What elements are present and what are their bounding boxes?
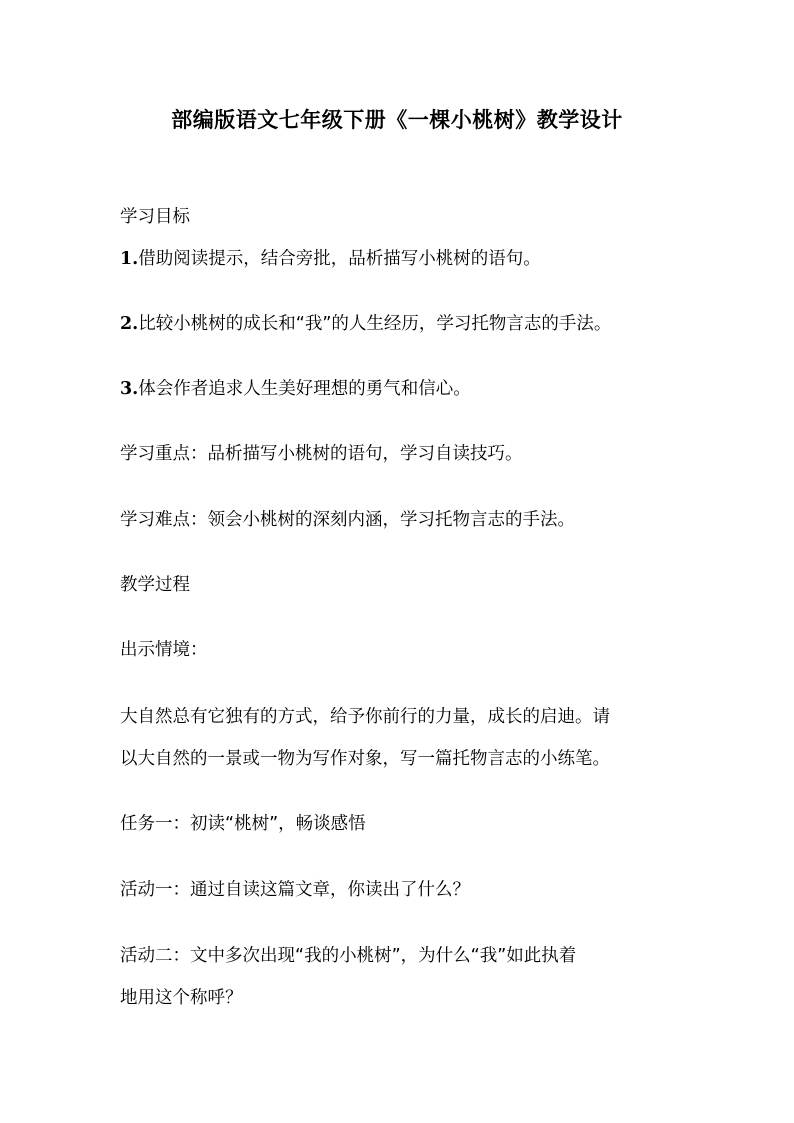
scenario-label: 出示情境： (120, 640, 208, 660)
goal-text: 比较小桃树的成长和“我”的人生经历，学习托物言志的手法。 (138, 314, 612, 334)
key-point: 学习重点：品析描写小桃树的语句，学习自读技巧。 (120, 444, 523, 464)
document-title: 部编版语文七年级下册《一棵小桃树》教学设计 (171, 108, 623, 132)
difficult-point: 学习难点：领会小桃树的深刻内涵，学习托物言志的手法。 (120, 510, 575, 530)
goal-item-2 (120, 307, 680, 341)
goal-item-3 (120, 372, 680, 406)
goal-text: 借助阅读提示，结合旁批，品析描写小桃树的语句。 (138, 249, 541, 269)
section-heading-process: 教学过程 (120, 575, 190, 595)
task-1: 任务一：初读“桃树”，畅谈感悟 (120, 814, 366, 834)
activity-1: 活动一：通过自读这篇文章，你读出了什么？ (120, 880, 470, 900)
goal-number: 2. (120, 314, 139, 334)
scenario-line-1: 大自然总有它独有的方式，给予你前行的力量，成长的启迪。请 (120, 707, 610, 727)
activity-2-line-2: 地用这个称呼？ (120, 988, 243, 1008)
activity-2-line-1: 活动二：文中多次出现“我的小桃树”，为什么“我”如此执着 (120, 946, 577, 966)
section-heading-goals: 学习目标 (120, 207, 190, 227)
goal-number: 3. (120, 379, 139, 399)
goal-item-1 (120, 242, 680, 276)
goal-text: 体会作者追求人生美好理想的勇气和信心。 (138, 379, 471, 399)
goal-number: 1. (120, 249, 139, 269)
scenario-line-2: 以大自然的一景或一物为写作对象，写一篇托物言志的小练笔。 (120, 749, 610, 769)
